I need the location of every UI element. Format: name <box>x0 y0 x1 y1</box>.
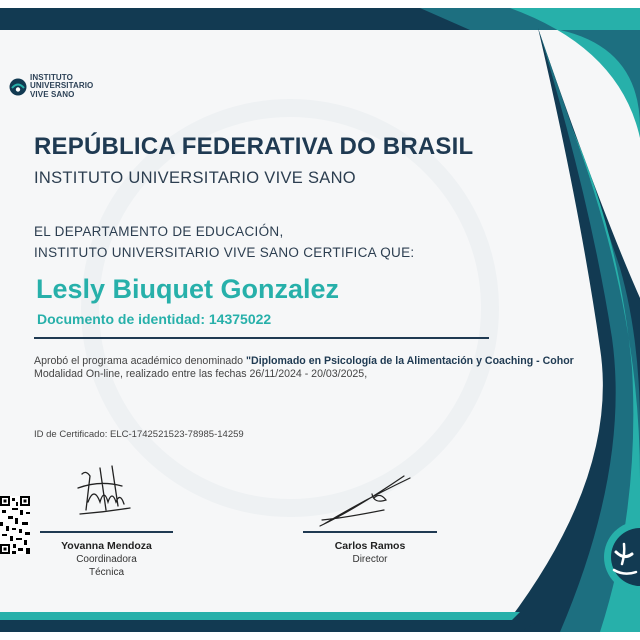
signature-carlos-ramos <box>314 470 418 530</box>
certificate-id: ID de Certificado: ELC-1742521523-78985-14259 <box>34 429 244 440</box>
description-prefix: Aprobó el programa académico denominado <box>34 355 247 367</box>
certificate-title: REPÚBLICA FEDERATIVA DO BRASIL <box>34 133 474 160</box>
qr-code[interactable] <box>0 496 30 554</box>
signatory-1-role: Coordinadora <box>76 554 137 565</box>
globe-logo-icon <box>8 77 28 97</box>
logo-text <box>30 74 93 99</box>
signature-line-1 <box>40 531 173 533</box>
identity-document: Documento de identidad: 14375022 <box>37 311 272 327</box>
department-line-2: INSTITUTO UNIVERSITARIO VIVE SANO CERTIFICA QUE: <box>34 245 415 260</box>
logo-line-2: UNIVERSITARIO <box>30 81 94 91</box>
signature-yovanna-mendoza <box>60 458 140 520</box>
signature-line-2 <box>303 531 437 533</box>
logo-line-1: INSTITUTO <box>30 73 73 82</box>
recipient-name: Lesly Biuquet Gonzalez <box>36 274 340 304</box>
program-description <box>34 355 640 381</box>
department-line-1: EL DEPARTAMENTO DE EDUCACIÓN, <box>34 224 284 239</box>
institution-logo <box>8 74 93 99</box>
signatory-1-name: Yovanna Mendoza <box>61 540 152 552</box>
department-statement <box>34 221 414 263</box>
institution-seal-icon <box>602 514 640 600</box>
certificate-card <box>0 8 640 632</box>
description-line-1 <box>34 355 640 368</box>
certificate-subtitle: INSTITUTO UNIVERSITARIO VIVE SANO <box>34 169 356 187</box>
signatory-1 <box>40 539 173 579</box>
name-underline <box>34 337 489 339</box>
program-name: "Diplomado en Psicología de la Alimentación y Coaching - Cohor <box>246 355 574 367</box>
signatory-2-name: Carlos Ramos <box>334 540 406 552</box>
signatory-1-role-2: Técnica <box>88 567 124 578</box>
signatory-2-role: Director <box>352 554 388 565</box>
logo-line-3: VIVE SANO <box>30 89 75 99</box>
description-line-2: Modalidad On-line, realizado entre las fechas 26/11/2024 - 20/03/2025, <box>34 368 368 380</box>
signatory-2 <box>303 539 437 566</box>
